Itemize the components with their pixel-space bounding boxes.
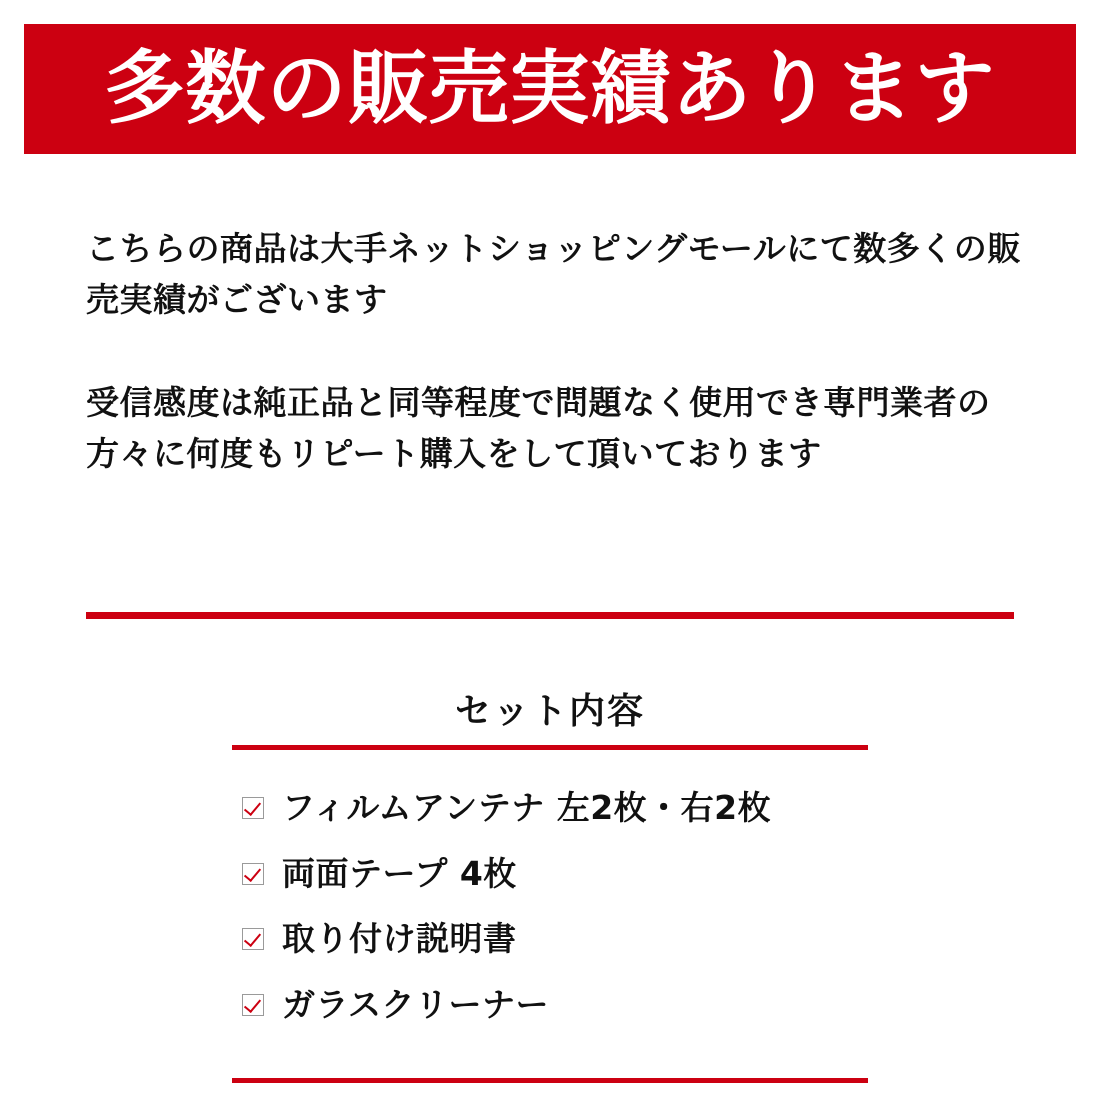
body-text-block <box>86 190 1026 513</box>
list-item <box>242 854 868 894</box>
list-item-label: 両面テープ 4枚 <box>282 853 517 893</box>
headline-banner <box>24 24 1076 154</box>
section-divider <box>86 612 1014 619</box>
headline-text: 多数の販売実績あります <box>104 42 996 135</box>
checkbox-checked-icon <box>242 928 264 950</box>
set-contents-list <box>232 750 868 1024</box>
paragraph-sales-record: こちらの商品は大手ネットショッピングモールにて数多くの販売実績がございます <box>86 229 1021 320</box>
list-item <box>242 985 868 1025</box>
checkbox-checked-icon <box>242 994 264 1016</box>
list-item-label: 取り付け説明書 <box>282 919 517 959</box>
set-contents-rule-bottom <box>232 1078 868 1083</box>
set-contents-title: セット内容 <box>454 691 645 732</box>
list-item-label: ガラスクリーナー <box>282 984 550 1024</box>
list-item <box>242 788 868 828</box>
checkbox-checked-icon <box>242 863 264 885</box>
list-item <box>242 919 868 959</box>
list-item-label: フィルムアンテナ 左2枚・右2枚 <box>282 788 772 828</box>
paragraph-reception-quality: 受信感度は純正品と同等程度で問題なく使用でき専門業者の方々に何度もリピート購入をして頂いております <box>86 383 991 474</box>
checkbox-checked-icon <box>242 797 264 819</box>
set-contents-section <box>232 690 868 1051</box>
